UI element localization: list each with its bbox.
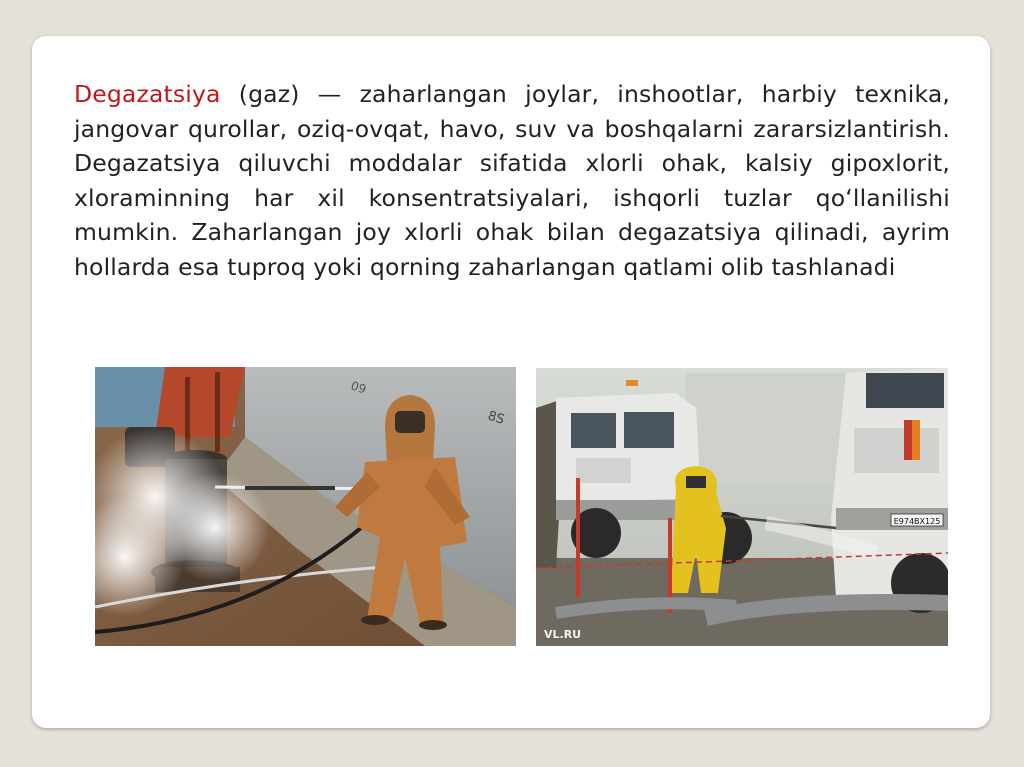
photo-truck-decontamination	[536, 368, 948, 646]
svg-text:09: 09	[349, 378, 368, 397]
slide-body-text	[74, 77, 950, 285]
svg-text:Е974ВХ125: Е974ВХ125	[893, 517, 941, 526]
source-watermark: VL.RU	[544, 628, 582, 641]
svg-text:8S: 8S	[485, 408, 507, 428]
highlighted-term: Degazatsiya	[74, 80, 221, 108]
photo-ship-deck-decontamination	[95, 367, 516, 646]
definition-text: (gaz) — zaharlangan joylar, inshootlar, harbiy texnika, jangovar qurollar, oziq-ovqat, havo, suv va boshqalarni zararsizlantirish. Degazatsiya qiluvchi moddalar sifatida xlorli ohak, kalsiy gipoxlorit, xloraminning har xil konsentratsiyalari, ishqorli tuzlar qoʻllanilishi mumkin. Zaharlangan joy xlorli ohak bilan degazatsiya qilinadi, ayrim hollarda esa tuproq yoki qorning zaharlangan qatlami olib tashlanadi	[74, 80, 950, 281]
